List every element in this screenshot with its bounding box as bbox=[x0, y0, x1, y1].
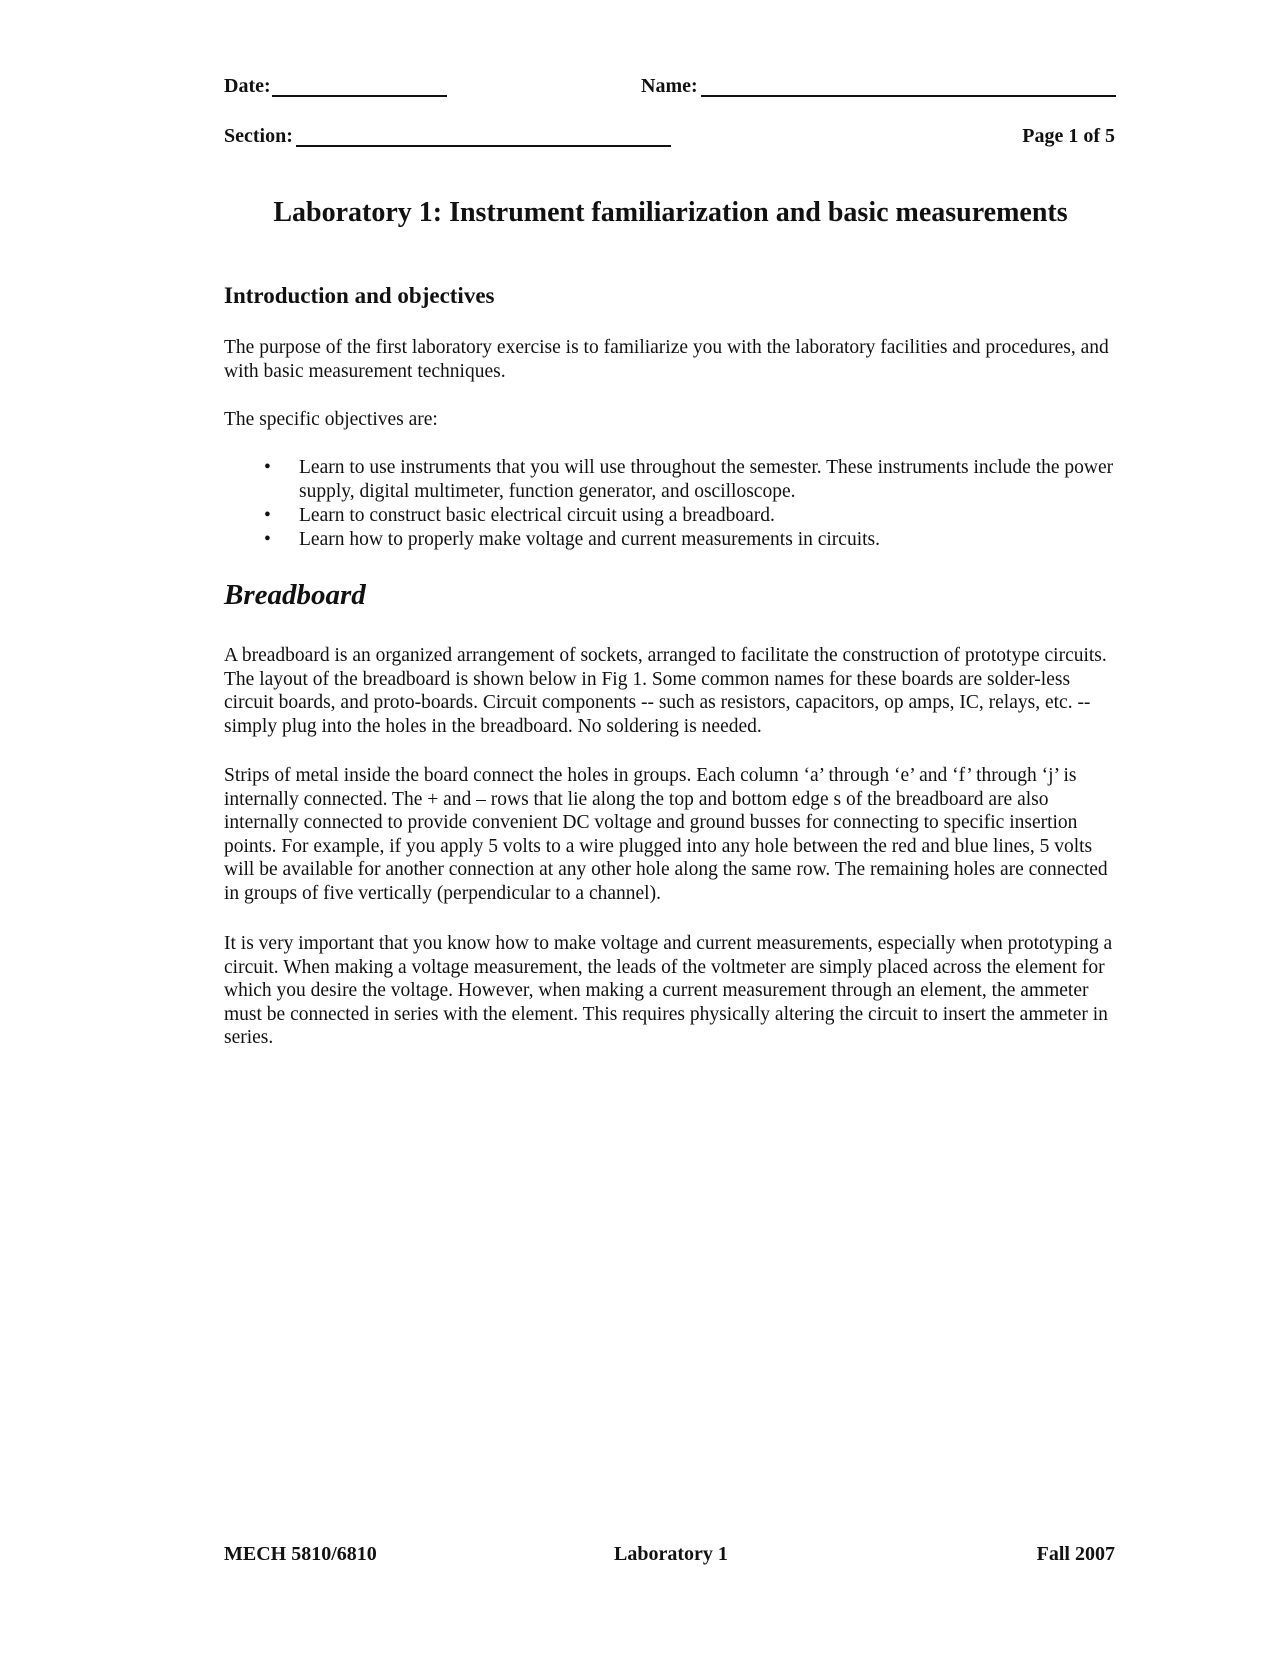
objectives-list bbox=[224, 456, 1124, 552]
name-label: Name: bbox=[641, 75, 698, 97]
name-blank-line[interactable] bbox=[701, 95, 1116, 97]
intro-paragraph: The purpose of the first laboratory exercise is to familiarize you with the laboratory facilities and procedures, and with basic measurement techniques. bbox=[224, 337, 1109, 382]
objectives-lead: The specific objectives are: bbox=[224, 409, 438, 430]
list-item bbox=[224, 504, 1124, 528]
bullet-icon: • bbox=[264, 529, 271, 551]
list-item bbox=[224, 456, 1124, 503]
bullet-icon: • bbox=[264, 504, 271, 526]
section-label: Section: bbox=[224, 125, 293, 147]
objective-text: Learn how to properly make voltage and current measurements in circuits. bbox=[299, 529, 881, 551]
breadboard-paragraph-3: It is very important that you know how to make voltage and current measurements, especially when prototyping a circuit. When making a voltage measurement, the leads of the voltmeter are simply placed across the element for which you desire the voltage. However, when making a current measurement through an element, the ammeter must be connected in series with the element. This requires physically altering the circuit to insert the ammeter in series. bbox=[224, 933, 1113, 1049]
document-title: Laboratory 1: Instrument familiarization and basic measurements bbox=[273, 197, 1068, 228]
footer-course: MECH 5810/6810 bbox=[224, 1543, 377, 1565]
breadboard-paragraph-2: Strips of metal inside the board connect the holes in groups. Each column ‘a’ through ‘e’ and ‘f’ through ‘j’ is internally connected. The + and – rows that lie along the top and bottom edge s of the breadboard are also internally connected to provide convenient DC voltage and ground busses for connecting to specific insertion points. For example, if you apply 5 volts to a wire plugged into any hole between the red and blue lines, 5 volts will be available for another connection at any other hole along the same row. The remaining holes are connected in groups of five vertically (perpendicular to a channel). bbox=[224, 765, 1108, 904]
footer-term: Fall 2007 bbox=[1036, 1543, 1115, 1565]
page-number: Page 1 of 5 bbox=[1022, 125, 1115, 147]
list-item bbox=[224, 528, 1124, 552]
bullet-icon: • bbox=[264, 457, 271, 478]
section-blank-line[interactable] bbox=[296, 145, 671, 147]
objective-text: Learn to construct basic electrical circuit using a breadboard. bbox=[299, 504, 775, 526]
intro-heading: Introduction and objectives bbox=[224, 283, 495, 308]
date-label: Date: bbox=[224, 75, 271, 97]
objective-text: Learn to use instruments that you will use throughout the semester. These instruments include the power supply, digital multimeter, function generator, and oscilloscope. bbox=[299, 457, 1114, 502]
date-blank-line[interactable] bbox=[272, 95, 447, 97]
breadboard-paragraph-1: A breadboard is an organized arrangement of sockets, arranged to facilitate the construction of prototype circuits. The layout of the breadboard is shown below in Fig 1. Some common names for these boards are solder-less circuit boards, and proto-boards. Circuit components -- such as resistors, capacitors, op amps, IC, relays, etc. -- simply plug into the holes in the breadboard. No soldering is needed. bbox=[224, 645, 1107, 737]
breadboard-heading: Breadboard bbox=[224, 579, 366, 611]
footer-lab: Laboratory 1 bbox=[614, 1543, 728, 1565]
